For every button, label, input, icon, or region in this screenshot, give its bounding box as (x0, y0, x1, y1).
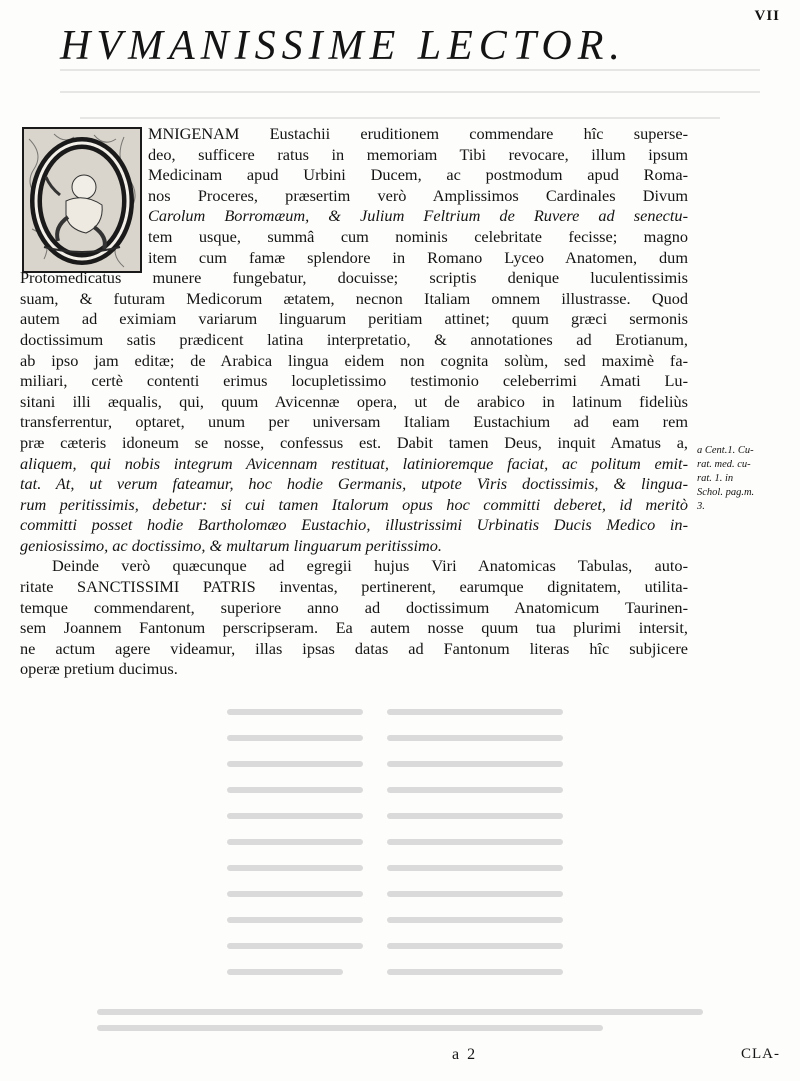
body-line: ab ipso jam editæ; de Arabica lingua eidem non cognita solùm, sed maximè fa- (20, 350, 688, 370)
body-text (20, 124, 688, 680)
body-line: miliari, certè contenti erimus locupletissimo testimonio celeberrimi Amati Lu- (20, 371, 688, 391)
body-line: geniosissimo, ac doctissimo, & multarum linguarum peritissimo. (20, 535, 442, 555)
body-line: Deinde verò quæcunque ad egregii hujus Viri Anatomicas Tabulas, auto- (52, 556, 688, 576)
marginal-note-line: rat. med. cu- (697, 459, 751, 470)
body-line: ritate SANCTISSIMI PATRIS inventas, pertinerent, earumque dignitatem, utilita- (20, 577, 688, 597)
body-line: rum peritissimis, debetur: si cui tamen Italorum opus hoc committi deberet, id meritò (20, 494, 688, 514)
body-line: præ cæteris idoneum se nosse, confessus est. Dabit tamen Deus, inquit Amatus a, (20, 432, 688, 452)
body-line: MNIGENAM Eustachii eruditionem commendare hîc superse- (148, 124, 688, 143)
body-line: aliquem, qui nobis integrum Avicennam restituat, latinioremque faciat, ac politum emit- (20, 453, 688, 473)
body-line: Protomedicatus munere fungebatur, docuisse; scriptis denique luculentissimis (20, 268, 688, 288)
body-line: item cum famæ splendore in Romano Lyceo Anatomen, dum (148, 247, 688, 267)
body-line: Medicinam apud Urbini Ducem, ac postmodum apud Roma- (148, 165, 688, 185)
body-line: sitani illi æqualis, qui, quum Avicennæ opera, ut de arabico in latinum fideliùs (20, 391, 688, 411)
marginal-note-line: rat. 1. in (697, 473, 734, 484)
catchword: CLA- (741, 1046, 780, 1062)
body-line: suam, & futuram Medicorum ætatem, necnon Italiam omnem illustrasse. Quod (20, 288, 688, 308)
body-line: deo, sufficere ratus in memoriam Tibi revocare, illum ipsum (148, 144, 688, 164)
marginal-note-line: Schol. pag.m. (697, 487, 755, 498)
body-line: nos Proceres, præsertim verò Amplissimos Cardinales Divum (148, 185, 688, 205)
page-heading: HVMANISSIME LECTOR. (60, 23, 626, 69)
marginal-note-line: a Cent.1. Cu- (697, 445, 754, 456)
body-line: tem usque, summâ cum nominis celebritate fecisse; magno (148, 226, 688, 246)
body-line: sem Joannem Fantonum perscripseram. Ea autem nosse quum tua plurimi intersit, (20, 618, 688, 638)
body-line: transferrentur, optaret, unum per universam Italiam Eustachium ad eam rem (20, 412, 688, 432)
body-line: doctissimum satis prædicent latina interpretatio, & annotationes ad Erotianum, (20, 329, 688, 349)
page-number: VII (754, 8, 780, 24)
marginal-note (697, 444, 797, 514)
body-line: operæ pretium ducimus. (20, 659, 178, 679)
body-line: committi posset hodie Bartholomæo Eustachio, illustrissimi Urbinatis Ducis Medico in- (20, 515, 688, 535)
body-line: autem ad eximiam variarum linguarum peritiam attinet; quum græci sermonis (20, 309, 688, 329)
body-line: tat. At, ut verum fateamur, hoc hodie Germanis, utpote Viris doctissimis, & lingua- (20, 474, 688, 494)
body-line: ne actum agere videamur, illas ipsas datas ad Fantonum literas hîc subjicere (20, 638, 688, 658)
signature-mark: a 2 (452, 1046, 478, 1063)
marginal-note-line: 3. (697, 501, 705, 512)
body-line: Carolum Borromæum, & Julium Feltrium de Ruvere ad senectu- (148, 206, 688, 226)
body-line: temque commendarent, superiore anno ad doctissimum Anatomicum Taurinen- (20, 597, 688, 617)
